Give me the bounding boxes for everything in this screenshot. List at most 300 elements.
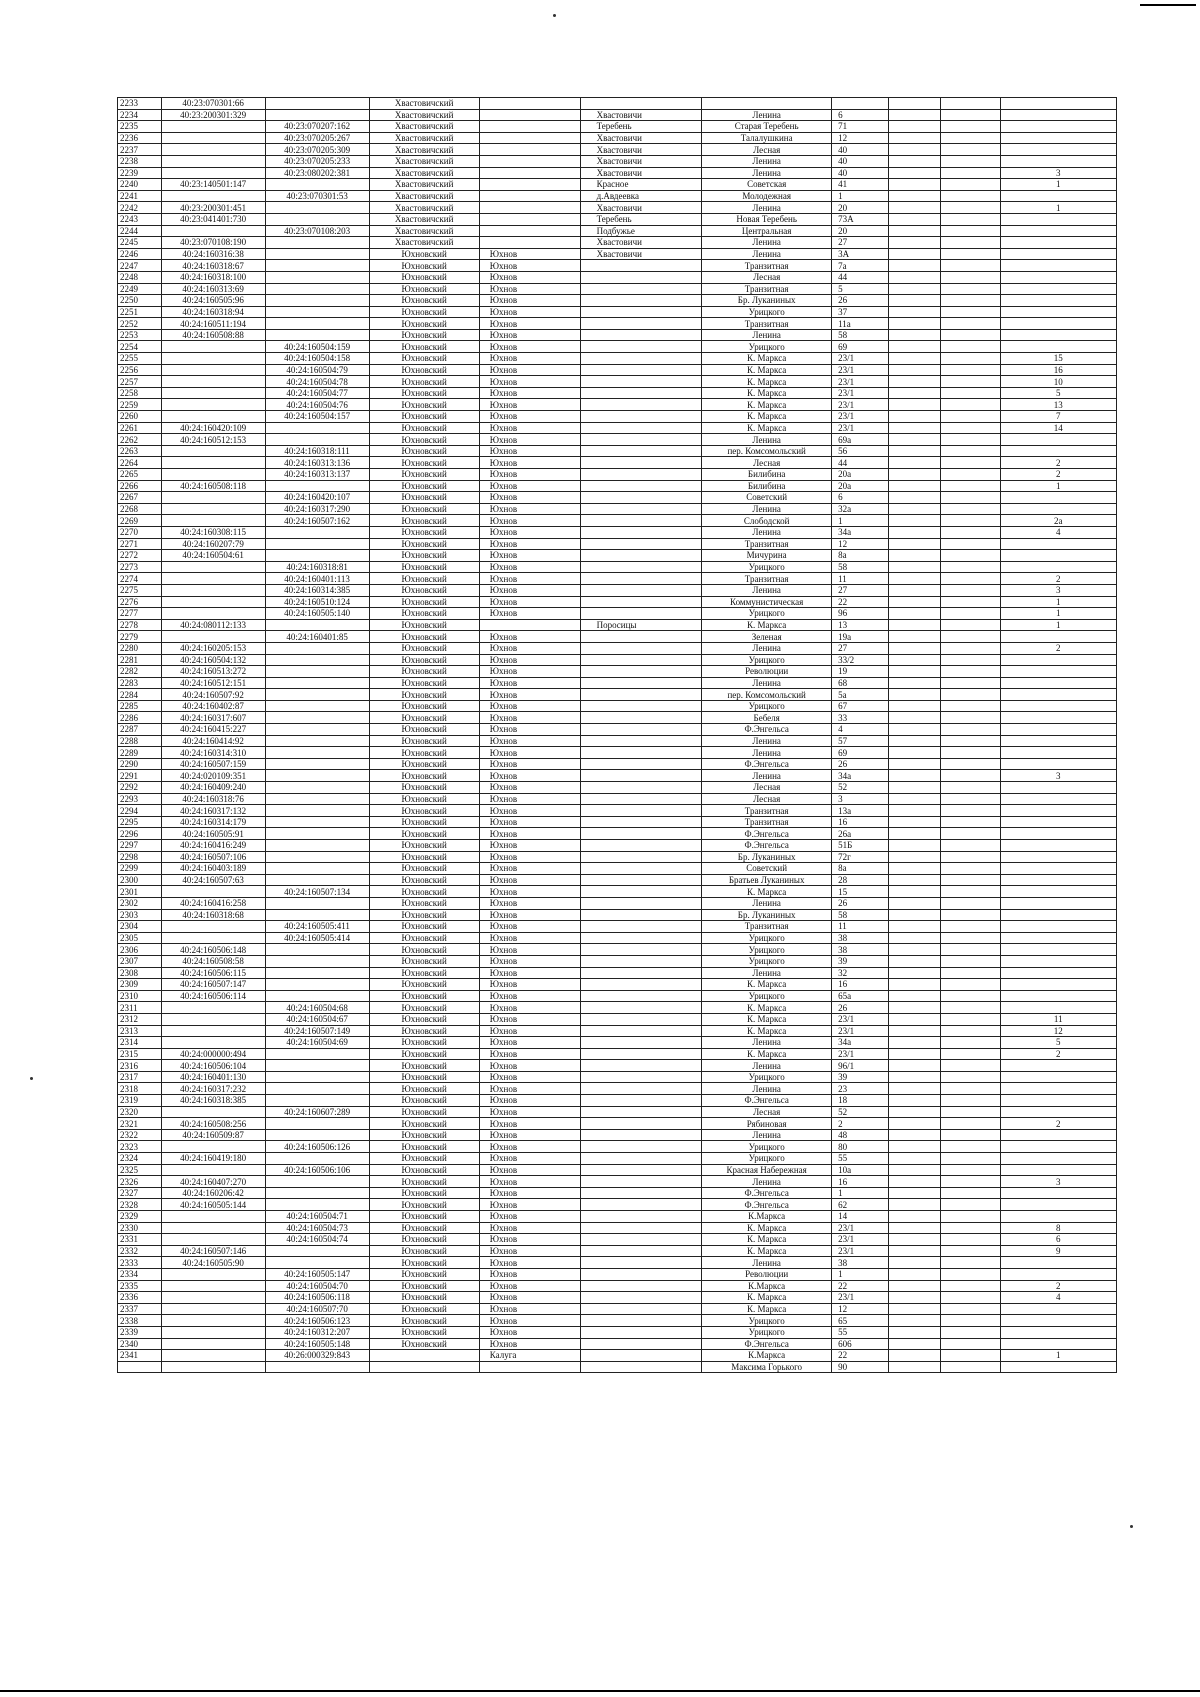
apartment-number (1000, 503, 1116, 515)
empty-cell (941, 167, 1000, 179)
city (479, 225, 580, 237)
apartment-number: 3 (1000, 770, 1116, 782)
row-number: 2243 (118, 213, 162, 225)
district: Юхновский (369, 387, 479, 399)
cadastral-number: 40:24:160504:61 (161, 550, 265, 562)
table-row (118, 179, 1117, 191)
cadastral-number-building (265, 654, 369, 666)
empty-cell (941, 1187, 1000, 1199)
apartment-number: 2а (1000, 515, 1116, 527)
empty-cell (889, 1338, 941, 1350)
empty-cell (941, 306, 1000, 318)
cadastral-number: 40:24:160414:92 (161, 735, 265, 747)
city: Юхнов (479, 561, 580, 573)
cadastral-number: 40:24:160507:147 (161, 979, 265, 991)
cadastral-number (161, 144, 265, 156)
table-row (118, 1350, 1117, 1362)
empty-cell (941, 283, 1000, 295)
cadastral-number: 40:24:160506:114 (161, 990, 265, 1002)
row-number: 2236 (118, 132, 162, 144)
district: Юхновский (369, 828, 479, 840)
empty-cell (889, 538, 941, 550)
street: Советская (702, 179, 832, 191)
cadastral-number-building (265, 793, 369, 805)
street: Урицкого (702, 1141, 832, 1153)
house-number: 28 (832, 874, 889, 886)
apartment-number (1000, 98, 1116, 110)
table-row (118, 1199, 1117, 1211)
empty-cell (941, 492, 1000, 504)
table-row (118, 724, 1117, 736)
house-number: 23/1 (832, 411, 889, 423)
empty-cell (889, 318, 941, 330)
cadastral-number (161, 341, 265, 353)
empty-cell (889, 874, 941, 886)
row-number: 2260 (118, 411, 162, 423)
house-number: 19а (832, 631, 889, 643)
row-number: 2233 (118, 98, 162, 110)
apartment-number (1000, 237, 1116, 249)
cadastral-number-building (265, 689, 369, 701)
empty-cell (941, 341, 1000, 353)
apartment-number: 2 (1000, 642, 1116, 654)
table-row (118, 1129, 1117, 1141)
row-number: 2313 (118, 1025, 162, 1037)
street: К. Маркса (702, 353, 832, 365)
property-register-table (117, 97, 1117, 1373)
apartment-number (1000, 863, 1116, 875)
table-row (118, 1048, 1117, 1060)
cadastral-number (161, 492, 265, 504)
village (580, 1013, 702, 1025)
apartment-number (1000, 677, 1116, 689)
apartment-number (1000, 689, 1116, 701)
empty-cell (889, 1176, 941, 1188)
empty-cell (941, 1118, 1000, 1130)
table-row (118, 840, 1117, 852)
house-number: 34а (832, 770, 889, 782)
row-number: 2286 (118, 712, 162, 724)
village (580, 434, 702, 446)
cadastral-number: 40:24:160318:385 (161, 1095, 265, 1107)
row-number: 2312 (118, 1013, 162, 1025)
register-body (118, 98, 1117, 1373)
apartment-number: 2 (1000, 1280, 1116, 1292)
cadastral-number: 40:23:070301:66 (161, 98, 265, 110)
apartment-number (1000, 492, 1116, 504)
table-row (118, 1361, 1117, 1373)
table-row (118, 469, 1117, 481)
table-row (118, 1176, 1117, 1188)
house-number: 12 (832, 132, 889, 144)
cadastral-number-building (265, 306, 369, 318)
village (580, 1222, 702, 1234)
row-number: 2320 (118, 1106, 162, 1118)
empty-cell (941, 121, 1000, 133)
cadastral-number: 40:24:020109:351 (161, 770, 265, 782)
row-number: 2251 (118, 306, 162, 318)
street: Урицкого (702, 306, 832, 318)
street: Максима Горького (702, 1361, 832, 1373)
empty-cell (889, 283, 941, 295)
row-number: 2338 (118, 1315, 162, 1327)
cadastral-number (161, 608, 265, 620)
village (580, 608, 702, 620)
table-row (118, 109, 1117, 121)
house-number: 23/1 (832, 376, 889, 388)
table-row (118, 445, 1117, 457)
row-number: 2246 (118, 248, 162, 260)
cadastral-number (161, 503, 265, 515)
empty-cell (889, 735, 941, 747)
village (580, 1280, 702, 1292)
district: Юхновский (369, 584, 479, 596)
village (580, 677, 702, 689)
house-number: 69а (832, 434, 889, 446)
empty-cell (941, 1268, 1000, 1280)
empty-cell (889, 770, 941, 782)
empty-cell (941, 353, 1000, 365)
row-number: 2316 (118, 1060, 162, 1072)
street: Ф.Энгельса (702, 724, 832, 736)
apartment-number (1000, 712, 1116, 724)
empty-cell (941, 700, 1000, 712)
city: Юхнов (479, 329, 580, 341)
house-number: 26 (832, 758, 889, 770)
empty-cell (889, 167, 941, 179)
district: Юхновский (369, 689, 479, 701)
city: Юхнов (479, 1199, 580, 1211)
city: Юхнов (479, 1257, 580, 1269)
house-number: 44 (832, 271, 889, 283)
district: Юхновский (369, 364, 479, 376)
cadastral-number (161, 932, 265, 944)
row-number: 2258 (118, 387, 162, 399)
table-row (118, 155, 1117, 167)
cadastral-number-building: 40:24:160504:67 (265, 1013, 369, 1025)
empty-cell (941, 109, 1000, 121)
empty-cell (889, 666, 941, 678)
street: Ф.Энгельса (702, 1199, 832, 1211)
district: Юхновский (369, 550, 479, 562)
city: Юхнов (479, 457, 580, 469)
city: Юхнов (479, 1118, 580, 1130)
district: Юхновский (369, 955, 479, 967)
table-row (118, 863, 1117, 875)
village (580, 1153, 702, 1165)
empty-cell (889, 1153, 941, 1165)
empty-cell (889, 341, 941, 353)
street: Транзитная (702, 283, 832, 295)
city: Юхнов (479, 979, 580, 991)
empty-cell (889, 1350, 941, 1362)
district: Юхновский (369, 306, 479, 318)
empty-cell (889, 1280, 941, 1292)
village (580, 689, 702, 701)
empty-cell (889, 932, 941, 944)
empty-cell (889, 503, 941, 515)
table-row (118, 886, 1117, 898)
empty-cell (889, 1106, 941, 1118)
house-number: 7а (832, 260, 889, 272)
empty-cell (941, 469, 1000, 481)
city: Юхнов (479, 805, 580, 817)
empty-cell (889, 399, 941, 411)
house-number: 32а (832, 503, 889, 515)
table-row (118, 225, 1117, 237)
city: Юхнов (479, 1095, 580, 1107)
empty-cell (889, 805, 941, 817)
cadastral-number-building (265, 98, 369, 110)
village (580, 526, 702, 538)
empty-cell (941, 608, 1000, 620)
city: Юхнов (479, 584, 580, 596)
village (580, 271, 702, 283)
empty-cell (889, 1315, 941, 1327)
empty-cell (941, 793, 1000, 805)
empty-cell (941, 851, 1000, 863)
apartment-number (1000, 341, 1116, 353)
empty-cell (941, 1037, 1000, 1049)
house-number: 33 (832, 712, 889, 724)
district: Юхновский (369, 329, 479, 341)
village: Красное (580, 179, 702, 191)
row-number: 2274 (118, 573, 162, 585)
house-number: 23 (832, 1083, 889, 1095)
row-number: 2324 (118, 1153, 162, 1165)
district: Юхновский (369, 271, 479, 283)
row-number: 2289 (118, 747, 162, 759)
empty-cell (889, 155, 941, 167)
empty-cell (941, 422, 1000, 434)
cadastral-number-building (265, 816, 369, 828)
village (580, 642, 702, 654)
village (580, 793, 702, 805)
cadastral-number: 40:24:160318:76 (161, 793, 265, 805)
empty-cell (941, 828, 1000, 840)
cadastral-number-building (265, 897, 369, 909)
table-row (118, 341, 1117, 353)
city: Юхнов (479, 700, 580, 712)
street: Ленина (702, 248, 832, 260)
empty-cell (941, 747, 1000, 759)
apartment-number: 12 (1000, 1025, 1116, 1037)
district: Юхновский (369, 480, 479, 492)
street: Лесная (702, 271, 832, 283)
table-row (118, 654, 1117, 666)
cadastral-number-building: 40:24:160318:111 (265, 445, 369, 457)
village (580, 828, 702, 840)
cadastral-number: 40:24:160407:270 (161, 1176, 265, 1188)
cadastral-number: 40:24:160420:109 (161, 422, 265, 434)
cadastral-number-building (265, 237, 369, 249)
cadastral-number-building: 40:24:160507:149 (265, 1025, 369, 1037)
house-number: 16 (832, 1176, 889, 1188)
row-number: 2238 (118, 155, 162, 167)
house-number: 5а (832, 689, 889, 701)
apartment-number (1000, 874, 1116, 886)
empty-cell (941, 1025, 1000, 1037)
street: Транзитная (702, 805, 832, 817)
house-number (832, 98, 889, 110)
table-row (118, 1025, 1117, 1037)
street: Ф.Энгельса (702, 1338, 832, 1350)
empty-cell (941, 376, 1000, 388)
house-number: 39 (832, 1071, 889, 1083)
row-number: 2257 (118, 376, 162, 388)
cadastral-number (161, 515, 265, 527)
district: Юхновский (369, 631, 479, 643)
village (580, 770, 702, 782)
house-number: 20а (832, 480, 889, 492)
cadastral-number-building: 40:24:160312:207 (265, 1326, 369, 1338)
table-row (118, 1280, 1117, 1292)
village: Хвастовичи (580, 132, 702, 144)
street: Урицкого (702, 990, 832, 1002)
village (580, 666, 702, 678)
apartment-number (1000, 1060, 1116, 1072)
street: Лесная (702, 457, 832, 469)
apartment-number (1000, 816, 1116, 828)
village (580, 399, 702, 411)
district: Хвастовичский (369, 213, 479, 225)
cadastral-number-building: 40:24:160505:140 (265, 608, 369, 620)
village (580, 445, 702, 457)
cadastral-number (161, 1222, 265, 1234)
row-number: 2292 (118, 782, 162, 794)
empty-cell (941, 1361, 1000, 1373)
cadastral-number-building (265, 434, 369, 446)
row-number: 2282 (118, 666, 162, 678)
district: Юхновский (369, 909, 479, 921)
apartment-number (1000, 271, 1116, 283)
village (580, 1350, 702, 1362)
cadastral-number: 40:24:160206:42 (161, 1187, 265, 1199)
table-row (118, 1211, 1117, 1223)
empty-cell (941, 411, 1000, 423)
cadastral-number (161, 121, 265, 133)
cadastral-number-building (265, 329, 369, 341)
empty-cell (941, 584, 1000, 596)
district: Хвастовичский (369, 144, 479, 156)
row-number: 2234 (118, 109, 162, 121)
street: Слободской (702, 515, 832, 527)
cadastral-number-building: 40:24:160505:414 (265, 932, 369, 944)
cadastral-number-building: 40:24:160504:76 (265, 399, 369, 411)
cadastral-number-building (265, 1095, 369, 1107)
empty-cell (889, 1141, 941, 1153)
cadastral-number-building (265, 1153, 369, 1165)
cadastral-number-building (265, 260, 369, 272)
row-number: 2325 (118, 1164, 162, 1176)
city: Юхнов (479, 306, 580, 318)
city: Юхнов (479, 1164, 580, 1176)
district: Юхновский (369, 724, 479, 736)
row-number: 2268 (118, 503, 162, 515)
city: Юхнов (479, 1141, 580, 1153)
empty-cell (889, 990, 941, 1002)
empty-cell (889, 1234, 941, 1246)
cadastral-number-building: 40:24:160420:107 (265, 492, 369, 504)
cadastral-number-building: 40:23:070301:53 (265, 190, 369, 202)
cadastral-number-building: 40:24:160504:157 (265, 411, 369, 423)
street: Урицкого (702, 1326, 832, 1338)
table-row (118, 1222, 1117, 1234)
cadastral-number: 40:24:000000:494 (161, 1048, 265, 1060)
village (580, 596, 702, 608)
row-number: 2326 (118, 1176, 162, 1188)
village (580, 1025, 702, 1037)
row-number: 2297 (118, 840, 162, 852)
house-number: 40 (832, 144, 889, 156)
row-number: 2309 (118, 979, 162, 991)
street: К. Маркса (702, 1002, 832, 1014)
house-number: 8а (832, 550, 889, 562)
cadastral-number-building (265, 944, 369, 956)
table-row (118, 631, 1117, 643)
empty-cell (941, 271, 1000, 283)
village (580, 422, 702, 434)
empty-cell (889, 712, 941, 724)
empty-cell (941, 248, 1000, 260)
apartment-number: 1 (1000, 480, 1116, 492)
village: Хвастовичи (580, 202, 702, 214)
village (580, 353, 702, 365)
village (580, 1211, 702, 1223)
cadastral-number (161, 167, 265, 179)
city: Юхнов (479, 909, 580, 921)
city: Юхнов (479, 515, 580, 527)
house-number: 26 (832, 295, 889, 307)
apartment-number (1000, 828, 1116, 840)
apartment-number (1000, 329, 1116, 341)
district: Юхновский (369, 1118, 479, 1130)
table-row (118, 260, 1117, 272)
row-number: 2278 (118, 619, 162, 631)
cadastral-number: 40:24:160508:118 (161, 480, 265, 492)
empty-cell (889, 329, 941, 341)
district: Юхновский (369, 944, 479, 956)
street: Мичурина (702, 550, 832, 562)
empty-cell (941, 1060, 1000, 1072)
table-row (118, 1257, 1117, 1269)
cadastral-number (161, 1141, 265, 1153)
cadastral-number (161, 1106, 265, 1118)
empty-cell (941, 457, 1000, 469)
house-number: 67 (832, 700, 889, 712)
row-number: 2305 (118, 932, 162, 944)
table-row (118, 503, 1117, 515)
empty-cell (889, 1037, 941, 1049)
cadastral-number-building (265, 979, 369, 991)
table-row (118, 1234, 1117, 1246)
cadastral-number-building: 40:23:070205:267 (265, 132, 369, 144)
city: Юхнов (479, 897, 580, 909)
district: Юхновский (369, 260, 479, 272)
apartment-number: 1 (1000, 1350, 1116, 1362)
cadastral-number: 40:24:160507:159 (161, 758, 265, 770)
apartment-number (1000, 1326, 1116, 1338)
empty-cell (889, 526, 941, 538)
table-row (118, 1083, 1117, 1095)
house-number: 11 (832, 573, 889, 585)
house-number: 52 (832, 1106, 889, 1118)
empty-cell (941, 1199, 1000, 1211)
apartment-number: 10 (1000, 376, 1116, 388)
cadastral-number-building (265, 805, 369, 817)
district: Юхновский (369, 1025, 479, 1037)
city: Юхнов (479, 886, 580, 898)
